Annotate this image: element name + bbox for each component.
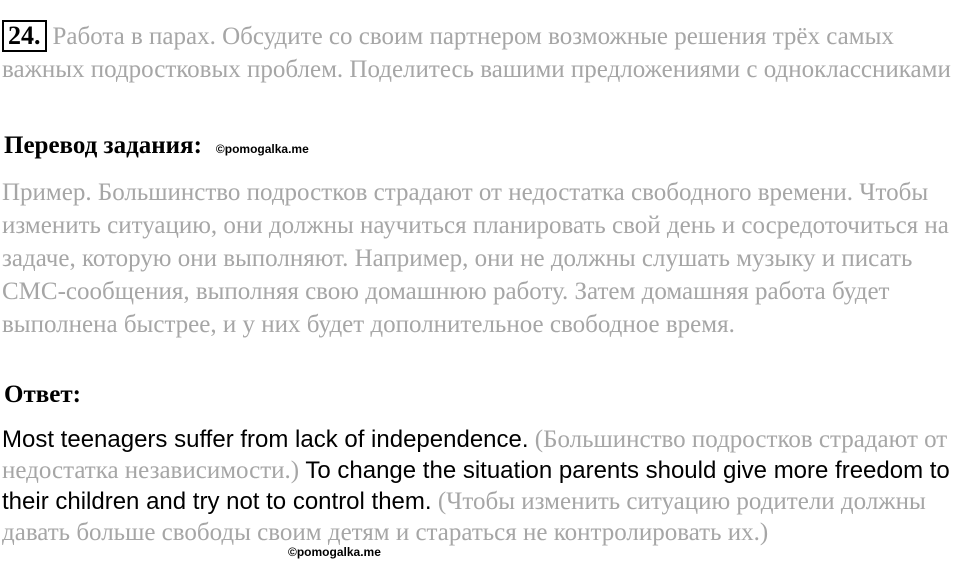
answer-en-1: Most teenagers suffer from lack of independence. [2, 426, 529, 453]
answer-en-2: To change the situation parents should give more freedom to their children and try not to control them. [2, 457, 950, 515]
answer-ru-1: (Большинство подростков страдают от недостатка независимости.) [2, 426, 948, 484]
watermark-bottom: ©pomogalka.me [288, 545, 381, 559]
task-text: Работа в парах. Обсудите со своим партнером возможные решения трёх самых важных подростковых проблем. Поделитесь вашими предложениями с одноклассниками [2, 23, 951, 83]
translation-heading-row [4, 132, 309, 160]
translation-text: Пример. Большинство подростков страдают от недостатка свободного времени. Чтобы изменить ситуацию, они должны научиться планировать свой день и сосредоточиться на задаче, которую они выполняют. Например, они не должны слушать музыку и писать СМС-сообщения, выполняя свою домашнюю работу. Затем домашняя работа будет выполнена быстрее, и у них будет дополнительное свободное время. [2, 179, 949, 338]
watermark: ©pomogalka.me [215, 142, 309, 156]
task-number: 24. [2, 20, 47, 52]
answer-heading: Ответ: [4, 381, 81, 408]
answer-text [2, 424, 957, 548]
answer-ru-2: (Чтобы изменить ситуацию родители должны давать больше свободы своим детям и стараться не контролировать их.) [2, 488, 926, 546]
translation-heading: Перевод задания: [4, 132, 202, 159]
task-statement [2, 20, 952, 86]
